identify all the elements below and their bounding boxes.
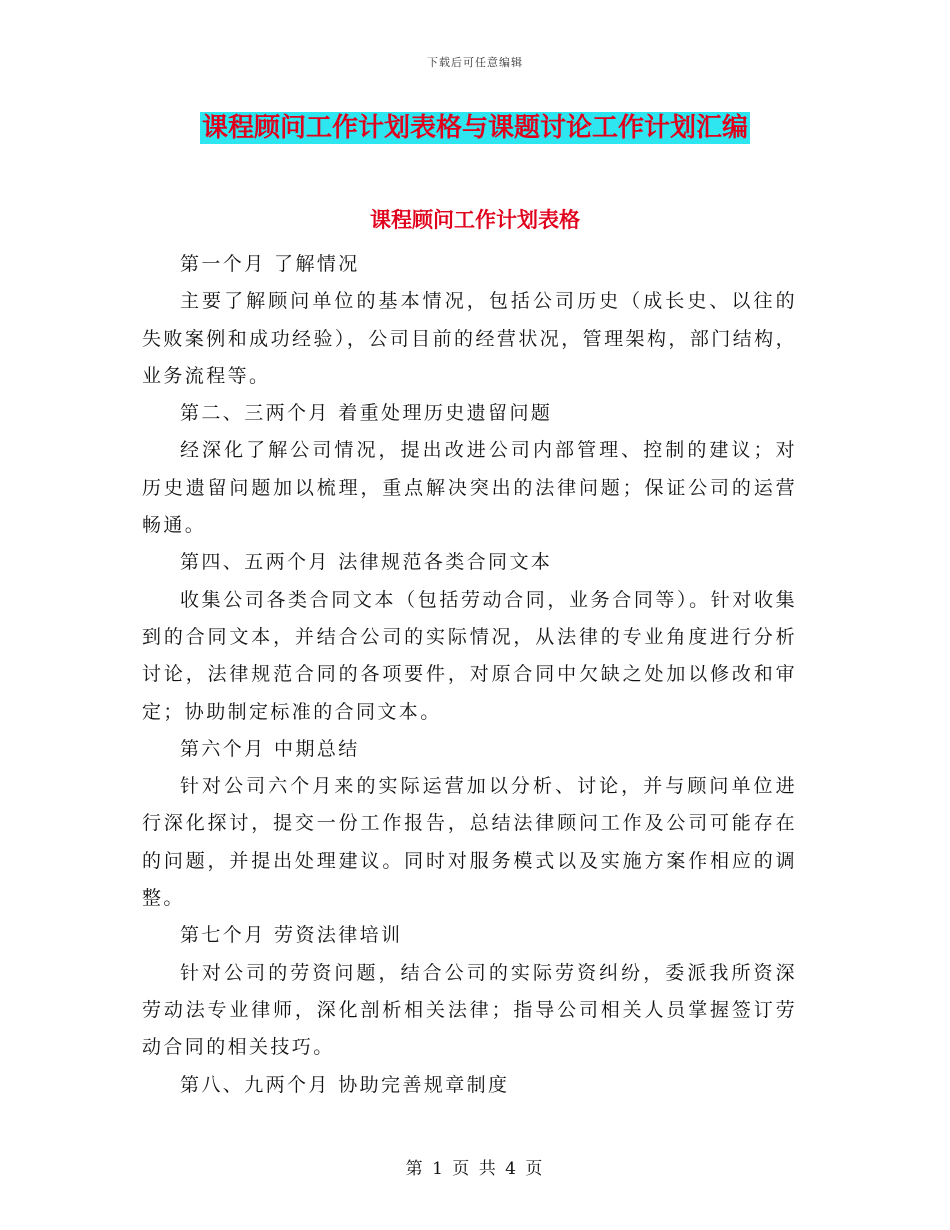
paragraph-month-6: 针对公司六个月来的实际运营加以分析、讨论，并与顾问单位进行深化探讨，提交一份工作报告，总结法律顾问工作及公司可能存在的问题，并提出处理建议。同时对服务模式以及实施方案作相应的调整。	[142, 775, 797, 910]
main-title-wrap	[0, 112, 950, 144]
main-title: 课程顾问工作计划表格与课题讨论工作计划汇编	[201, 113, 748, 143]
section-title: 课程顾问工作计划表格	[370, 208, 580, 232]
header-note: 下载后可任意编辑	[427, 56, 523, 69]
heading-month-2-3: 第二、三两个月 着重处理历史遗留问题	[180, 402, 553, 425]
paragraph-month-7: 针对公司的劳资问题，结合公司的实际劳资纠纷，委派我所资深劳动法专业律师，深化剖析相关法律；指导公司相关人员掌握签订劳动合同的相关技巧。	[142, 961, 797, 1059]
document-body	[142, 246, 797, 1104]
heading-month-7: 第七个月 劳资法律培训	[180, 924, 403, 947]
page-footer: 第 1 页 共 4 页	[405, 1159, 545, 1179]
paragraph-month-1: 主要了解顾问单位的基本情况，包括公司历史（成长史、以往的失败案例和成功经验），公司目前的经营状况，管理架构，部门结构，业务流程等。	[142, 290, 797, 387]
heading-month-8-9: 第八、九两个月 协助完善规章制度	[180, 1073, 510, 1096]
heading-month-6: 第六个月 中期总结	[180, 737, 360, 760]
heading-month-1: 第一个月 了解情况	[180, 253, 360, 275]
paragraph-month-4-5: 收集公司各类合同文本（包括劳动合同，业务合同等）。针对收集到的合同文本，并结合公司的实际情况，从法律的专业角度进行分析讨论，法律规范合同的各项要件，对原合同中欠缺之处加以修改和审定；协助制定标准的合同文本。	[142, 588, 797, 723]
heading-month-4-5: 第四、五两个月 法律规范各类合同文本	[180, 551, 553, 574]
paragraph-month-2-3: 经深化了解公司情况，提出改进公司内部管理、控制的建议；对历史遗留问题加以梳理，重点解决突出的法律问题；保证公司的运营畅通。	[142, 439, 797, 537]
